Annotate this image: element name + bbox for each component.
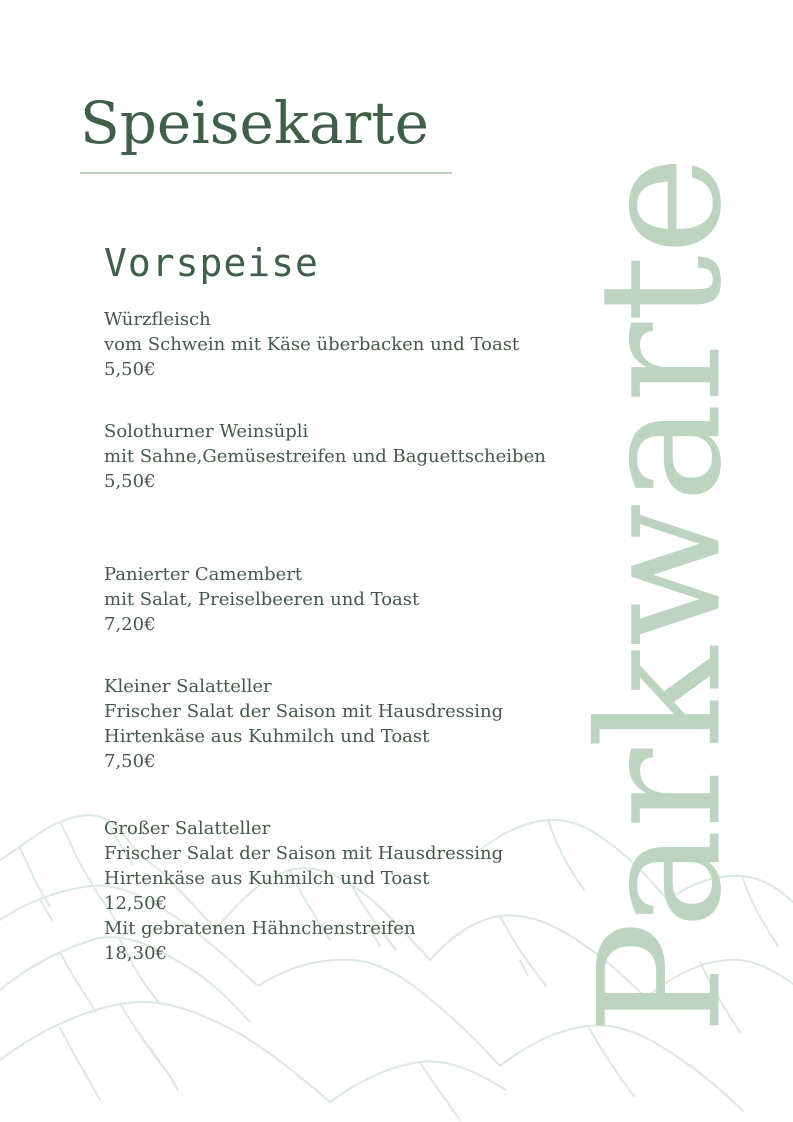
title-divider bbox=[80, 172, 452, 174]
item-description: Frischer Salat der Saison mit Hausdressing bbox=[104, 843, 504, 864]
item-name: Panierter Camembert bbox=[104, 564, 303, 585]
menu-item-grosser-salatteller bbox=[104, 816, 574, 966]
section-heading: Vorspeise bbox=[104, 241, 319, 285]
item-price: 7,50€ bbox=[104, 751, 156, 772]
item-name: Würzfleisch bbox=[104, 309, 211, 330]
item-description: Hirtenkäse aus Kuhmilch und Toast bbox=[104, 868, 430, 889]
brand-name: Parkwarte bbox=[562, 155, 758, 1035]
vertical-brand-wordmark bbox=[560, 90, 760, 1100]
item-price: 12,50€ bbox=[104, 893, 167, 914]
item-name: Kleiner Salatteller bbox=[104, 676, 272, 697]
menu-item-camembert bbox=[104, 562, 574, 637]
menu-item-weinsuepli bbox=[104, 419, 574, 494]
item-description: Frischer Salat der Saison mit Hausdressing bbox=[104, 701, 504, 722]
page-title: Speisekarte bbox=[80, 89, 429, 157]
item-description: Hirtenkäse aus Kuhmilch und Toast bbox=[104, 726, 430, 747]
item-description: vom Schwein mit Käse überbacken und Toast bbox=[104, 334, 520, 355]
item-description: mit Sahne,Gemüsestreifen und Baguettscheiben bbox=[104, 446, 546, 467]
menu-item-wuerzfleisch bbox=[104, 307, 574, 382]
item-option-price: 18,30€ bbox=[104, 943, 167, 964]
item-description: mit Salat, Preiselbeeren und Toast bbox=[104, 589, 420, 610]
item-price: 5,50€ bbox=[104, 359, 156, 380]
menu-item-kleiner-salatteller bbox=[104, 674, 574, 774]
item-name: Großer Salatteller bbox=[104, 818, 271, 839]
item-option: Mit gebratenen Hähnchenstreifen bbox=[104, 918, 416, 939]
item-name: Solothurner Weinsüpli bbox=[104, 421, 309, 442]
item-price: 7,20€ bbox=[104, 614, 156, 635]
item-price: 5,50€ bbox=[104, 471, 156, 492]
